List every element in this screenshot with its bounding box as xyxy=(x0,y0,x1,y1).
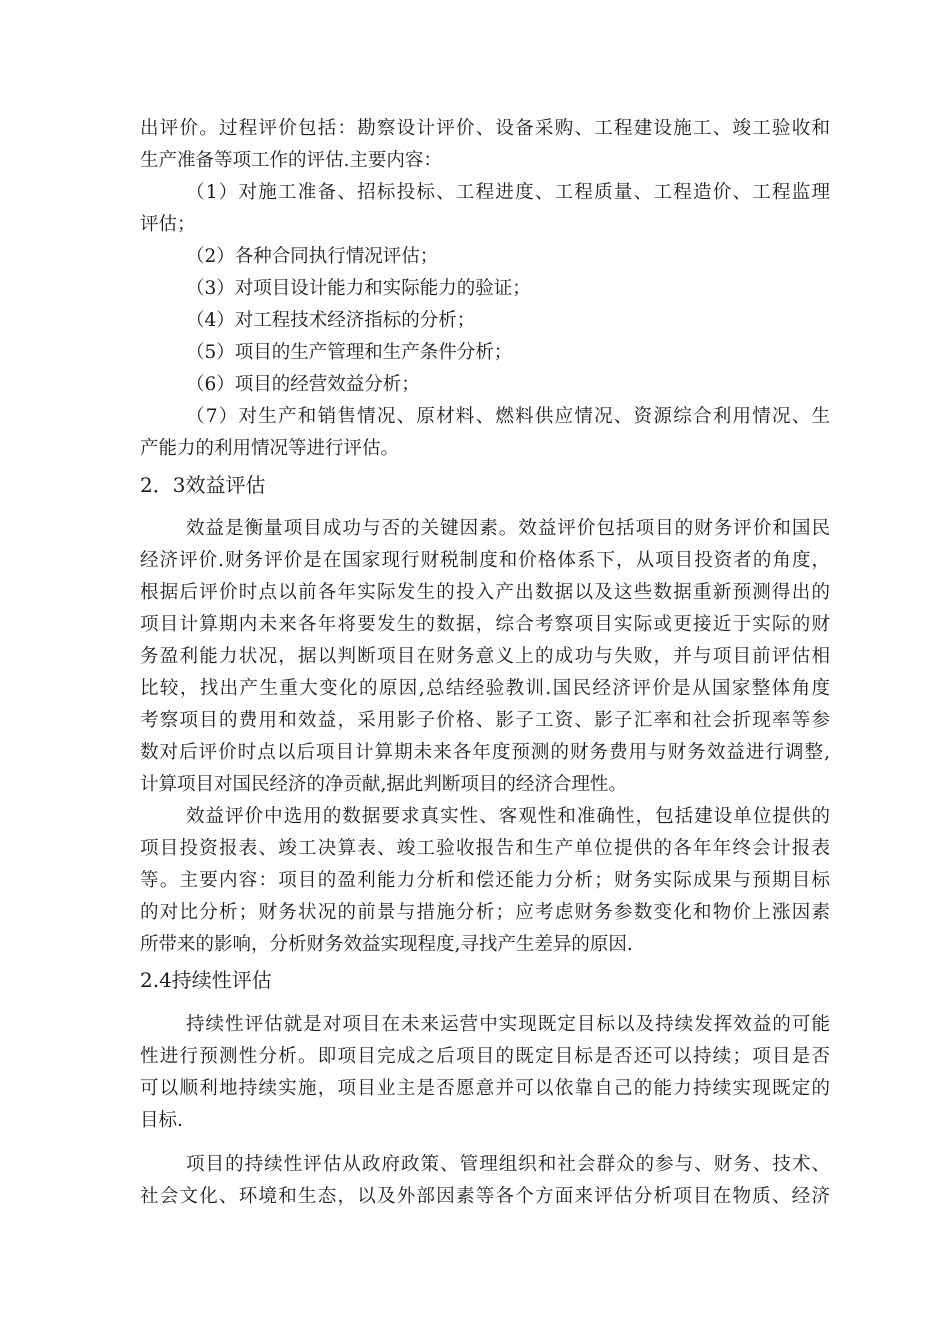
paragraph-line: 项目的持续性评估从政府政策、管理组织和社会群众的参与、财务、技术、 xyxy=(186,1154,830,1175)
paragraph-line: 比较，找出产生重大变化的原因,总结经验教训.国民经济评价是从国家整体角度 xyxy=(140,678,830,699)
paragraph-line: 效益是衡量项目成功与否的关键因素。效益评价包括项目的财务评价和国民 xyxy=(186,518,830,539)
paragraph-line: 生产准备等项工作的评估.主要内容： xyxy=(140,150,442,171)
list-item-continuation: 评估； xyxy=(140,214,196,235)
paragraph-line: 数对后评价时点以后项目计算期未来各年度预测的财务费用与财务效益进行调整, xyxy=(140,742,830,763)
paragraph-line: 务盈利能力状况，据以判断项目在财务意义上的成功与失败，并与项目前评估相 xyxy=(140,646,830,667)
paragraph-line: 经济评价.财务评价是在国家现行财税制度和价格体系下，从项目投资者的角度， xyxy=(140,550,830,571)
paragraph-line: 持续性评估就是对项目在未来运营中实现既定目标以及持续发挥效益的可能 xyxy=(186,1014,830,1035)
section-heading: 2．3效益评估 xyxy=(140,473,266,497)
paragraph-line: 的对比分析；财务状况的前景与措施分析；应考虑财务参数变化和物价上涨因素 xyxy=(140,902,830,923)
list-item: （7）对生产和销售情况、原材料、燃料供应情况、资源综合利用情况、生 xyxy=(186,406,830,427)
paragraph-line: 项目投资报表、竣工决算表、竣工验收报告和生产单位提供的各年年终会计报表 xyxy=(140,838,830,859)
list-item: （6）项目的经营效益分析； xyxy=(186,374,420,395)
list-item: （3）对项目设计能力和实际能力的验证； xyxy=(186,278,531,299)
list-item: （4）对工程技术经济指标的分析； xyxy=(186,310,476,331)
paragraph-line: 根据后评价时点以前各年实际发生的投入产出数据以及这些数据重新预测得出的 xyxy=(140,582,830,603)
paragraph-line: 考察项目的费用和效益，采用影子价格、影子工资、影子汇率和社会折现率等参 xyxy=(140,710,830,731)
paragraph-line: 效益评价中选用的数据要求真实性、客观性和准确性，包括建设单位提供的 xyxy=(186,806,830,827)
paragraph-line: 所带来的影响，分析财务效益实现程度,寻找产生差异的原因. xyxy=(140,934,633,955)
paragraph-line: 等。主要内容：项目的盈利能力分析和偿还能力分析；财务实际成果与预期目标 xyxy=(140,870,830,891)
list-item-continuation: 产能力的利用情况等进行评估。 xyxy=(140,438,400,459)
section-heading: 2.4持续性评估 xyxy=(140,968,272,992)
paragraph-line: 项目计算期内未来各年将要发生的数据，综合考察项目实际或更接近于实际的财 xyxy=(140,614,830,635)
paragraph-line: 可以顺利地持续实施，项目业主是否愿意并可以依靠自己的能力持续实现既定的 xyxy=(140,1078,830,1099)
paragraph-line: 计算项目对国民经济的净贡献,据此判断项目的经济合理性。 xyxy=(140,774,627,795)
list-item: （2）各种合同执行情况评估； xyxy=(186,246,439,267)
paragraph-line: 出评价。过程评价包括：勘察设计评价、设备采购、工程建设施工、竣工验收和 xyxy=(140,118,830,139)
paragraph-line: 性进行预测性分析。即项目完成之后项目的既定目标是否还可以持续；项目是否 xyxy=(140,1046,830,1067)
paragraph-line: 目标. xyxy=(140,1110,183,1131)
list-item: （5）项目的生产管理和生产条件分析； xyxy=(186,342,513,363)
paragraph-line: 社会文化、环境和生态，以及外部因素等各个方面来评估分析项目在物质、经济 xyxy=(140,1186,830,1207)
list-item: （1）对施工准备、招标投标、工程进度、工程质量、工程造价、工程监理 xyxy=(186,182,830,203)
